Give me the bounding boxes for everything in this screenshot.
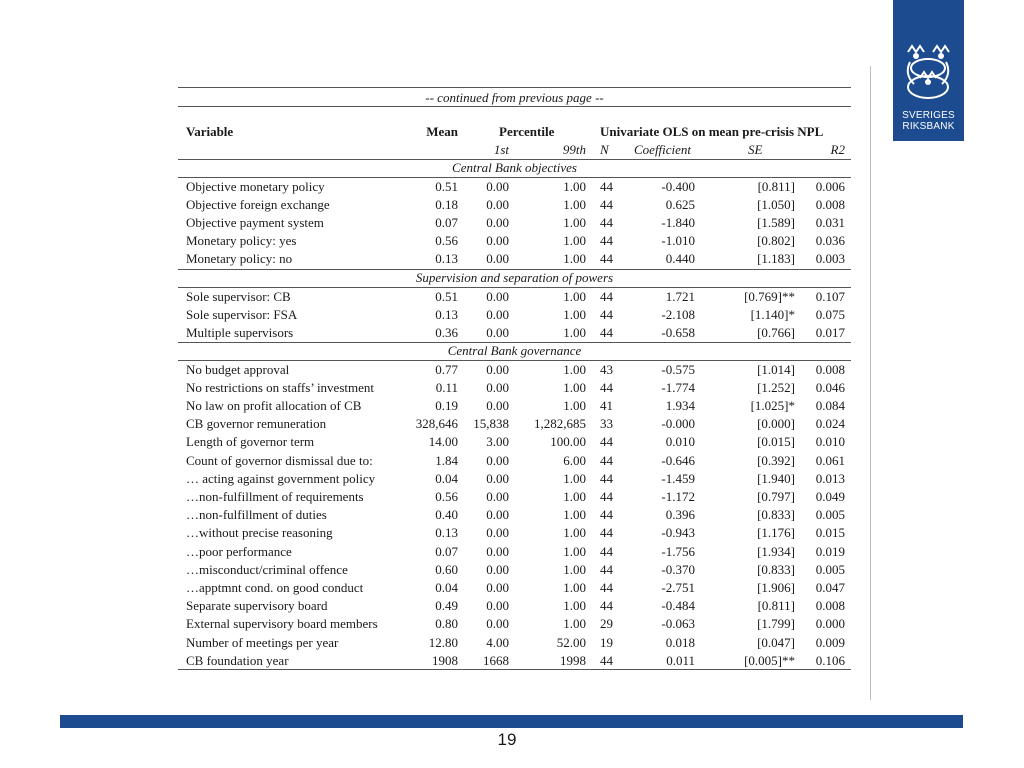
cell-p99: 1.00	[563, 379, 586, 395]
cell-variable: Count of governor dismissal due to:	[186, 452, 373, 468]
cell-se: [1.799]	[757, 616, 795, 632]
cell-p1: 0.00	[486, 361, 509, 377]
cell-se: [0.833]	[757, 507, 795, 523]
cell-se: [1.940]	[757, 470, 795, 486]
cell-r2: 0.008	[815, 598, 845, 614]
cell-se: [0.833]	[757, 561, 795, 577]
cell-p1: 0.00	[486, 598, 509, 614]
cell-variable: Objective monetary policy	[186, 178, 325, 194]
cell-coefficient: -0.484	[661, 598, 695, 614]
header-ols: Univariate OLS on mean pre-crisis NPL	[600, 124, 824, 139]
cell-p1: 0.00	[486, 470, 509, 486]
table-row	[178, 543, 851, 561]
cell-p1: 0.00	[486, 525, 509, 541]
header-n: N	[600, 142, 609, 157]
cell-variable: …non-fulfillment of duties	[186, 507, 327, 523]
table-row	[178, 397, 851, 415]
cell-n: 44	[600, 525, 613, 541]
cell-se: [0.797]	[757, 488, 795, 504]
cell-n: 44	[600, 434, 613, 450]
header-coefficient: Coefficient	[634, 142, 692, 157]
cell-se: [1.025]*	[750, 397, 795, 413]
cell-coefficient: -2.108	[661, 306, 695, 322]
cell-variable: Monetary policy: yes	[186, 233, 297, 249]
cell-p1: 0.00	[486, 251, 509, 267]
cell-variable: … acting against government policy	[186, 470, 376, 486]
table-row	[178, 178, 851, 196]
cell-p99: 1.00	[563, 233, 586, 249]
cell-n: 44	[600, 288, 613, 304]
cell-se: [1.014]	[757, 361, 795, 377]
table-row	[178, 506, 851, 524]
table-row	[178, 232, 851, 250]
cell-coefficient: -0.646	[661, 452, 695, 468]
cell-mean: 12.80	[428, 634, 458, 650]
cell-mean: 0.07	[435, 543, 458, 559]
cell-variable: CB foundation year	[186, 652, 289, 668]
riksbank-logo	[893, 0, 964, 141]
header-row-1	[178, 123, 851, 141]
cell-mean: 0.77	[435, 361, 458, 377]
cell-p1: 0.00	[486, 324, 509, 340]
cell-variable: …non-fulfillment of requirements	[186, 488, 364, 504]
cell-p1: 0.00	[486, 561, 509, 577]
cell-r2: 0.008	[815, 361, 845, 377]
footer-bar	[60, 715, 963, 728]
cell-n: 44	[600, 214, 613, 230]
cell-se: [0.769]**	[744, 288, 795, 304]
cell-n: 44	[600, 507, 613, 523]
cell-variable: External supervisory board members	[186, 616, 378, 632]
cell-variable: Sole supervisor: CB	[186, 288, 291, 304]
cell-coefficient: -0.575	[661, 361, 695, 377]
cell-p1: 0.00	[486, 507, 509, 523]
cell-n: 44	[600, 543, 613, 559]
cell-r2: 0.006	[815, 178, 845, 194]
cell-r2: 0.049	[815, 488, 845, 504]
cell-variable: Objective payment system	[186, 214, 324, 230]
cell-coefficient: 0.010	[665, 434, 695, 450]
cell-variable: …poor performance	[186, 543, 292, 559]
cell-mean: 0.36	[435, 324, 458, 340]
cell-r2: 0.061	[815, 452, 845, 468]
cell-coefficient: 0.625	[665, 196, 695, 212]
cell-n: 44	[600, 324, 613, 340]
cell-mean: 0.04	[435, 579, 458, 595]
cell-p1: 0.00	[486, 452, 509, 468]
header-row-2	[178, 141, 851, 159]
header-percentile: Percentile	[499, 124, 555, 139]
cell-n: 44	[600, 452, 613, 468]
cell-variable: …without precise reasoning	[186, 525, 333, 541]
cell-coefficient: 0.440	[665, 251, 695, 267]
cell-r2: 0.036	[815, 233, 845, 249]
cell-r2: 0.047	[815, 579, 845, 595]
table-row	[178, 579, 851, 597]
cell-mean: 0.49	[435, 598, 458, 614]
cell-n: 44	[600, 470, 613, 486]
cell-coefficient: -1.774	[661, 379, 695, 395]
cell-se: [1.934]	[757, 543, 795, 559]
cell-r2: 0.017	[815, 324, 845, 340]
cell-p1: 0.00	[486, 288, 509, 304]
cell-mean: 0.51	[435, 288, 458, 304]
cell-se: [1.140]*	[750, 306, 795, 322]
cell-r2: 0.107	[815, 288, 845, 304]
table-row	[178, 597, 851, 615]
cell-p99: 1.00	[563, 543, 586, 559]
cell-p99: 1.00	[563, 214, 586, 230]
cell-n: 44	[600, 488, 613, 504]
cell-coefficient: -1.010	[661, 233, 695, 249]
table-row	[178, 306, 851, 324]
cell-se: [1.050]	[757, 196, 795, 212]
vertical-divider	[870, 66, 871, 700]
table-row	[178, 488, 851, 506]
cell-p1: 0.00	[486, 178, 509, 194]
header-mean: Mean	[426, 124, 458, 139]
cell-se: [0.015]	[757, 434, 795, 450]
header-r2: R2	[830, 142, 845, 157]
cell-se: [1.183]	[757, 251, 795, 267]
cell-p99: 1.00	[563, 288, 586, 304]
table-row	[178, 470, 851, 488]
cell-variable: …apptmnt cond. on good conduct	[186, 579, 364, 595]
cell-variable: Sole supervisor: FSA	[186, 306, 298, 322]
cell-p1: 4.00	[486, 634, 509, 650]
cell-mean: 0.19	[435, 397, 458, 413]
section-title: Central Bank objectives	[452, 160, 577, 175]
cell-r2: 0.005	[815, 561, 845, 577]
table-rule-top	[178, 87, 851, 88]
cell-variable: No restrictions on staffs’ investment	[186, 379, 374, 395]
section-title: Central Bank governance	[447, 343, 582, 358]
table-row	[178, 524, 851, 542]
header-p99: 99th	[562, 142, 586, 157]
table-row	[178, 214, 851, 232]
cell-r2: 0.000	[815, 616, 845, 632]
cell-r2: 0.003	[815, 251, 845, 267]
cell-coefficient: 0.018	[665, 634, 695, 650]
cell-coefficient: -0.400	[661, 178, 695, 194]
cell-mean: 0.60	[435, 561, 458, 577]
cell-r2: 0.106	[815, 652, 845, 668]
header-p1: 1st	[493, 142, 509, 157]
cell-coefficient: -1.459	[661, 470, 695, 486]
table-row	[178, 196, 851, 214]
cell-r2: 0.009	[815, 634, 845, 650]
cell-se: [1.906]	[757, 579, 795, 595]
cell-se: [0.811]	[757, 178, 795, 194]
table-row	[178, 361, 851, 379]
cell-n: 44	[600, 251, 613, 267]
cell-p99: 1.00	[563, 306, 586, 322]
cell-p99: 1.00	[563, 525, 586, 541]
cell-p99: 1.00	[563, 616, 586, 632]
cell-p1: 1668	[483, 652, 509, 668]
cell-p1: 0.00	[486, 616, 509, 632]
cell-n: 43	[600, 361, 613, 377]
table-row	[178, 415, 851, 433]
cell-p99: 1.00	[563, 251, 586, 267]
cell-n: 29	[600, 616, 613, 632]
cell-p99: 1.00	[563, 324, 586, 340]
cell-coefficient: -0.063	[661, 616, 695, 632]
header-variable: Variable	[186, 124, 234, 139]
cell-coefficient: -0.943	[661, 525, 695, 541]
cell-n: 33	[600, 416, 613, 432]
cell-n: 41	[600, 397, 613, 413]
table-row	[178, 652, 851, 670]
cell-p1: 0.00	[486, 543, 509, 559]
cell-mean: 0.13	[435, 306, 458, 322]
cell-coefficient: -0.658	[661, 324, 695, 340]
cell-mean: 0.11	[435, 379, 458, 395]
table-row	[178, 324, 851, 342]
cell-mean: 0.40	[435, 507, 458, 523]
cell-n: 44	[600, 652, 613, 668]
cell-p99: 1.00	[563, 397, 586, 413]
cell-variable: Separate supervisory board	[186, 598, 328, 614]
cell-variable: Multiple supervisors	[186, 324, 294, 340]
cell-se: [0.802]	[757, 233, 795, 249]
cell-p1: 0.00	[486, 214, 509, 230]
cell-r2: 0.015	[815, 525, 845, 541]
cell-mean: 1.84	[435, 452, 458, 468]
cell-variable: CB governor remuneration	[186, 416, 327, 432]
cell-se: [1.252]	[757, 379, 795, 395]
cell-mean: 328,646	[415, 416, 458, 432]
cell-p1: 0.00	[486, 488, 509, 504]
cell-p99: 1.00	[563, 507, 586, 523]
cell-p1: 15,838	[473, 416, 509, 432]
cell-mean: 0.80	[435, 616, 458, 632]
cell-p99: 1.00	[563, 598, 586, 614]
cell-mean: 0.51	[435, 178, 458, 194]
cell-p1: 0.00	[486, 579, 509, 595]
cell-n: 44	[600, 306, 613, 322]
cell-mean: 0.04	[435, 470, 458, 486]
cell-p1: 0.00	[486, 379, 509, 395]
cell-n: 44	[600, 598, 613, 614]
cell-n: 44	[600, 379, 613, 395]
table-row	[178, 288, 851, 306]
cell-p99: 52.00	[556, 634, 586, 650]
cell-coefficient: 0.396	[665, 507, 695, 523]
cell-mean: 0.13	[435, 525, 458, 541]
section-title: Supervision and separation of powers	[415, 270, 614, 285]
cell-r2: 0.031	[815, 214, 845, 230]
cell-p1: 0.00	[486, 196, 509, 212]
table-row	[178, 452, 851, 470]
cell-variable: No budget approval	[186, 361, 290, 377]
cell-p99: 1,282,685	[534, 416, 586, 432]
cell-r2: 0.019	[815, 543, 845, 559]
cell-variable: Number of meetings per year	[186, 634, 339, 650]
cell-mean: 0.18	[435, 196, 458, 212]
cell-p99: 1.00	[563, 196, 586, 212]
table-row	[178, 561, 851, 579]
table-row	[178, 250, 851, 268]
page-number: 19	[497, 730, 517, 749]
cell-se: [0.047]	[757, 634, 795, 650]
cell-variable: Length of governor term	[186, 434, 315, 450]
cell-n: 44	[600, 561, 613, 577]
cell-mean: 1908	[432, 652, 458, 668]
cell-r2: 0.013	[815, 470, 845, 486]
table-row	[178, 634, 851, 652]
cell-coefficient: -1.840	[661, 214, 695, 230]
cell-se: [0.000]	[757, 416, 795, 432]
header-se: SE	[748, 142, 763, 157]
cell-se: [0.811]	[757, 598, 795, 614]
cell-mean: 0.56	[435, 488, 458, 504]
cell-n: 19	[600, 634, 613, 650]
cell-mean: 0.56	[435, 233, 458, 249]
cell-n: 44	[600, 196, 613, 212]
cell-p1: 0.00	[486, 233, 509, 249]
cell-p99: 1.00	[563, 488, 586, 504]
cell-coefficient: 1.721	[665, 288, 695, 304]
cell-coefficient: 1.934	[665, 397, 695, 413]
cell-r2: 0.024	[815, 416, 845, 432]
cell-p1: 3.00	[486, 434, 509, 450]
cell-mean: 14.00	[428, 434, 458, 450]
cell-variable: No law on profit allocation of CB	[186, 397, 362, 413]
table-row	[178, 379, 851, 397]
cell-se: [0.005]**	[744, 652, 795, 668]
cell-variable: Monetary policy: no	[186, 251, 293, 267]
cell-p99: 1.00	[563, 361, 586, 377]
continued-note: -- continued from previous page --	[425, 90, 604, 105]
cell-p1: 0.00	[486, 306, 509, 322]
cell-coefficient: -1.756	[661, 543, 695, 559]
cell-n: 44	[600, 178, 613, 194]
cell-p99: 1.00	[563, 178, 586, 194]
cell-mean: 0.13	[435, 251, 458, 267]
cell-coefficient: 0.011	[666, 652, 695, 668]
cell-r2: 0.084	[815, 397, 845, 413]
crown-emblem-icon	[898, 42, 959, 106]
cell-p1: 0.00	[486, 397, 509, 413]
cell-r2: 0.046	[815, 379, 845, 395]
cell-r2: 0.075	[815, 306, 845, 322]
cell-p99: 100.00	[550, 434, 586, 450]
cell-p99: 6.00	[563, 452, 586, 468]
cell-se: [0.766]	[757, 324, 795, 340]
cell-n: 44	[600, 579, 613, 595]
cell-coefficient: -0.370	[661, 561, 695, 577]
cell-se: [1.589]	[757, 214, 795, 230]
cell-mean: 0.07	[435, 214, 458, 230]
cell-p99: 1.00	[563, 561, 586, 577]
cell-variable: Objective foreign exchange	[186, 196, 330, 212]
cell-r2: 0.005	[815, 507, 845, 523]
cell-variable: …misconduct/criminal offence	[186, 561, 348, 577]
cell-p99: 1.00	[563, 579, 586, 595]
cell-coefficient: -1.172	[661, 488, 695, 504]
logo-line-2: RIKSBANK	[902, 121, 955, 132]
cell-n: 44	[600, 233, 613, 249]
logo-line-1: SVERIGES	[902, 110, 955, 121]
cell-p99: 1998	[560, 652, 586, 668]
cell-se: [1.176]	[757, 525, 795, 541]
cell-coefficient: -0.000	[661, 416, 695, 432]
table-row	[178, 433, 851, 451]
table-row	[178, 615, 851, 633]
cell-coefficient: -2.751	[661, 579, 695, 595]
cell-se: [0.392]	[757, 452, 795, 468]
cell-r2: 0.010	[815, 434, 845, 450]
cell-r2: 0.008	[815, 196, 845, 212]
cell-p99: 1.00	[563, 470, 586, 486]
